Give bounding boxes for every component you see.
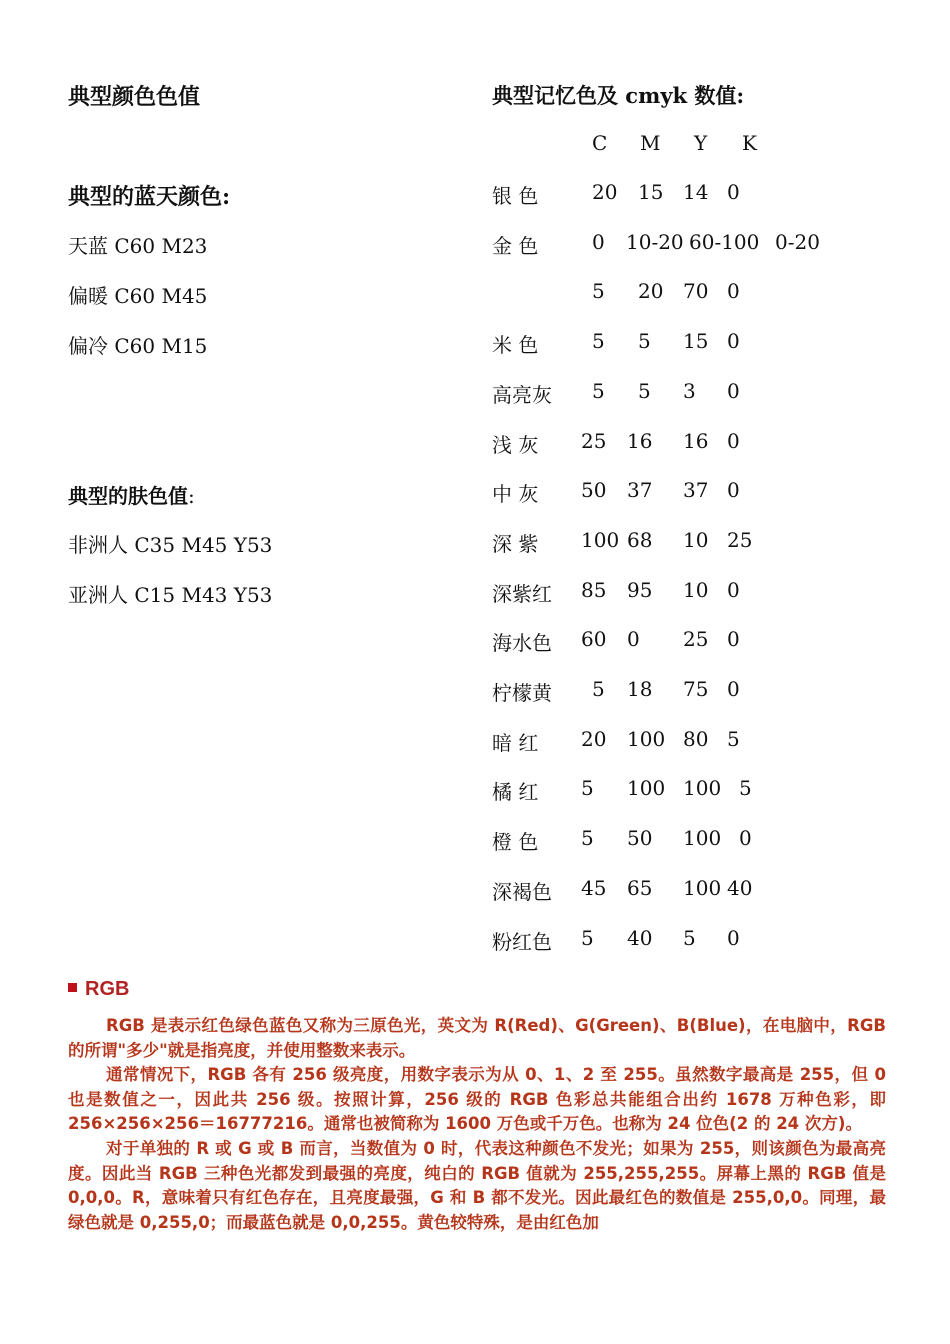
cmyk-value-y: 10	[683, 527, 709, 552]
cmyk-value-k: 0-20	[775, 229, 820, 254]
cmyk-value-k: 0	[727, 925, 740, 950]
color-name: 海水色	[492, 631, 552, 656]
cmyk-value-k: 0	[727, 677, 740, 701]
cmyk-value-y: 25	[683, 627, 709, 652]
sky-color-heading: 典型的蓝天颜色:	[68, 184, 231, 210]
cmyk-value-k: 0	[727, 627, 740, 652]
cmyk-value-y: 70	[683, 279, 709, 304]
cmyk-value-c: 100	[581, 527, 620, 552]
cmyk-value-k: 0	[727, 329, 740, 354]
cmyk-value-m: 5	[638, 378, 651, 403]
cmyk-value-k: 25	[727, 527, 753, 552]
cmyk-value-c: 25	[581, 428, 607, 453]
cmyk-value-y: 80	[683, 726, 709, 751]
cmyk-value-y: 16	[683, 428, 709, 453]
cmyk-value-c: 5	[592, 279, 605, 304]
cmyk-value-c: 50	[581, 478, 607, 503]
color-name: 暗 红	[492, 730, 539, 755]
cmyk-value-c: 5	[581, 776, 594, 801]
cmyk-value-c: 5	[581, 925, 594, 950]
cmyk-value-c: 20	[581, 726, 607, 751]
color-name: 高亮灰	[492, 382, 552, 407]
cmyk-value-y: 60-100	[689, 229, 760, 254]
color-name: 柠檬黄	[492, 681, 552, 705]
cmyk-value-m: 15	[638, 180, 664, 204]
cmyk-value-c: 60	[581, 627, 607, 652]
cmyk-value-m: 20	[638, 279, 664, 304]
color-name: 橘 红	[492, 780, 539, 805]
col-header-y: Y	[694, 131, 708, 155]
cmyk-value-m: 65	[627, 875, 653, 900]
cmyk-value-k: 0	[727, 577, 740, 602]
col-header-c: C	[592, 131, 608, 155]
color-name: 金 色	[492, 233, 539, 258]
cmyk-value-m: 16	[627, 428, 653, 453]
color-name: 浅 灰	[492, 432, 539, 457]
cmyk-value-m: 10-20	[626, 229, 684, 254]
cmyk-value-y: 5	[683, 925, 696, 950]
cmyk-value-c: 5	[581, 826, 594, 851]
cmyk-value-k: 5	[727, 726, 740, 751]
cmyk-value-c: 0	[592, 229, 605, 254]
left-title: 典型颜色色值	[68, 84, 201, 110]
right-title: 典型记忆色及 cmyk 数值:	[492, 83, 745, 108]
cmyk-value-m: 37	[627, 478, 653, 503]
cmyk-value-k: 0	[739, 826, 752, 851]
cmyk-value-c: 5	[592, 677, 605, 701]
cmyk-value-y: 3	[683, 378, 696, 403]
cmyk-value-k: 40	[727, 875, 753, 900]
cmyk-value-k: 5	[739, 776, 752, 801]
rgb-heading	[68, 978, 129, 1001]
cmyk-value-m: 0	[627, 627, 640, 652]
cmyk-value-m: 40	[627, 925, 653, 950]
cmyk-value-y: 100	[683, 826, 722, 851]
skin-heading	[68, 480, 195, 509]
sky-row-3: 偏冷 C60 M15	[68, 334, 208, 358]
cmyk-value-k: 0	[727, 478, 740, 503]
skin-row-2: 亚洲人 C15 M43 Y53	[68, 583, 273, 607]
cmyk-value-m: 95	[627, 577, 653, 602]
rgb-paragraph-3: 对于单独的 R 或 G 或 B 而言，当数值为 0 时，代表这种颜色不发光；如果为 255，则该颜色为最高亮度。因此当 RGB 三种色光都发到最强的亮度，纯白的 RGB 值就为 255,255,255。屏幕上黑的 RGB 值是 0,0,0。R，意味着只有红色存在，且亮度最强，G 和 B 都不发光。因此最红色的数值是 255,0,0。同理，最绿色就是 0,255,0；而最蓝色就是 0,0,255。黄色较特殊，是由红色加	[68, 1138, 886, 1232]
color-name: 深紫红	[492, 581, 552, 606]
cmyk-value-c: 20	[592, 180, 618, 204]
cmyk-value-k: 0	[727, 378, 740, 403]
cmyk-value-m: 18	[627, 677, 653, 701]
cmyk-value-m: 68	[627, 527, 653, 552]
cmyk-value-c: 85	[581, 577, 607, 602]
cmyk-value-y: 10	[683, 577, 709, 602]
col-header-m: M	[640, 131, 661, 155]
sky-row-1: 天蓝 C60 M23	[68, 234, 208, 258]
color-name: 深 紫	[492, 531, 539, 556]
cmyk-value-m: 50	[627, 826, 653, 851]
col-header-k: K	[742, 131, 757, 155]
color-name: 橙 色	[492, 830, 539, 855]
rgb-heading-text: RGB	[85, 978, 130, 1000]
cmyk-value-m: 100	[627, 726, 666, 751]
cmyk-value-y: 100	[683, 776, 722, 801]
color-name: 深褐色	[492, 879, 552, 904]
sky-row-2: 偏暖 C60 M45	[68, 284, 208, 308]
cmyk-value-y: 100	[683, 875, 722, 900]
skin-heading-text: 典型的肤色值	[68, 484, 188, 508]
color-name: 粉红色	[492, 929, 552, 954]
bullet-square-icon	[68, 983, 77, 992]
cmyk-value-k: 0	[727, 279, 740, 304]
color-name: 银 色	[492, 184, 539, 208]
cmyk-value-k: 0	[727, 428, 740, 453]
cmyk-value-c: 5	[592, 329, 605, 354]
cmyk-value-y: 75	[683, 677, 709, 701]
color-name: 米 色	[492, 333, 539, 358]
cmyk-value-y: 15	[683, 329, 709, 354]
rgb-paragraph-2: 通常情况下，RGB 各有 256 级亮度，用数字表示为从 0、1、2 至 255。虽然数字最高是 255，但 0 也是数值之一，因此共 256 级。按照计算，256 级的 RGB 色彩总共能组合出约 1678 万种色彩，即 256×256×256＝16777216。通常也被简称为 1600 万色或千万色。也称为 24 位色(2 的 24 次方)。	[68, 1065, 886, 1134]
cmyk-value-k: 0	[727, 180, 740, 204]
skin-row-1: 非洲人 C35 M45 Y53	[68, 533, 273, 557]
color-name: 中 灰	[492, 482, 539, 507]
skin-heading-colon: :	[188, 484, 195, 508]
cmyk-value-m: 100	[627, 776, 666, 801]
cmyk-value-c: 5	[592, 378, 605, 403]
cmyk-value-y: 14	[683, 180, 709, 204]
cmyk-value-c: 45	[581, 875, 607, 900]
cmyk-value-m: 5	[638, 329, 651, 354]
rgb-body	[68, 1014, 886, 1235]
rgb-paragraph-1: RGB 是表示红色绿色蓝色又称为三原色光，英文为 R(Red)、G(Green)、B(Blue)，在电脑中，RGB 的所谓"多少"就是指亮度，并使用整数来表示。	[68, 1016, 886, 1060]
cmyk-value-y: 37	[683, 478, 709, 503]
